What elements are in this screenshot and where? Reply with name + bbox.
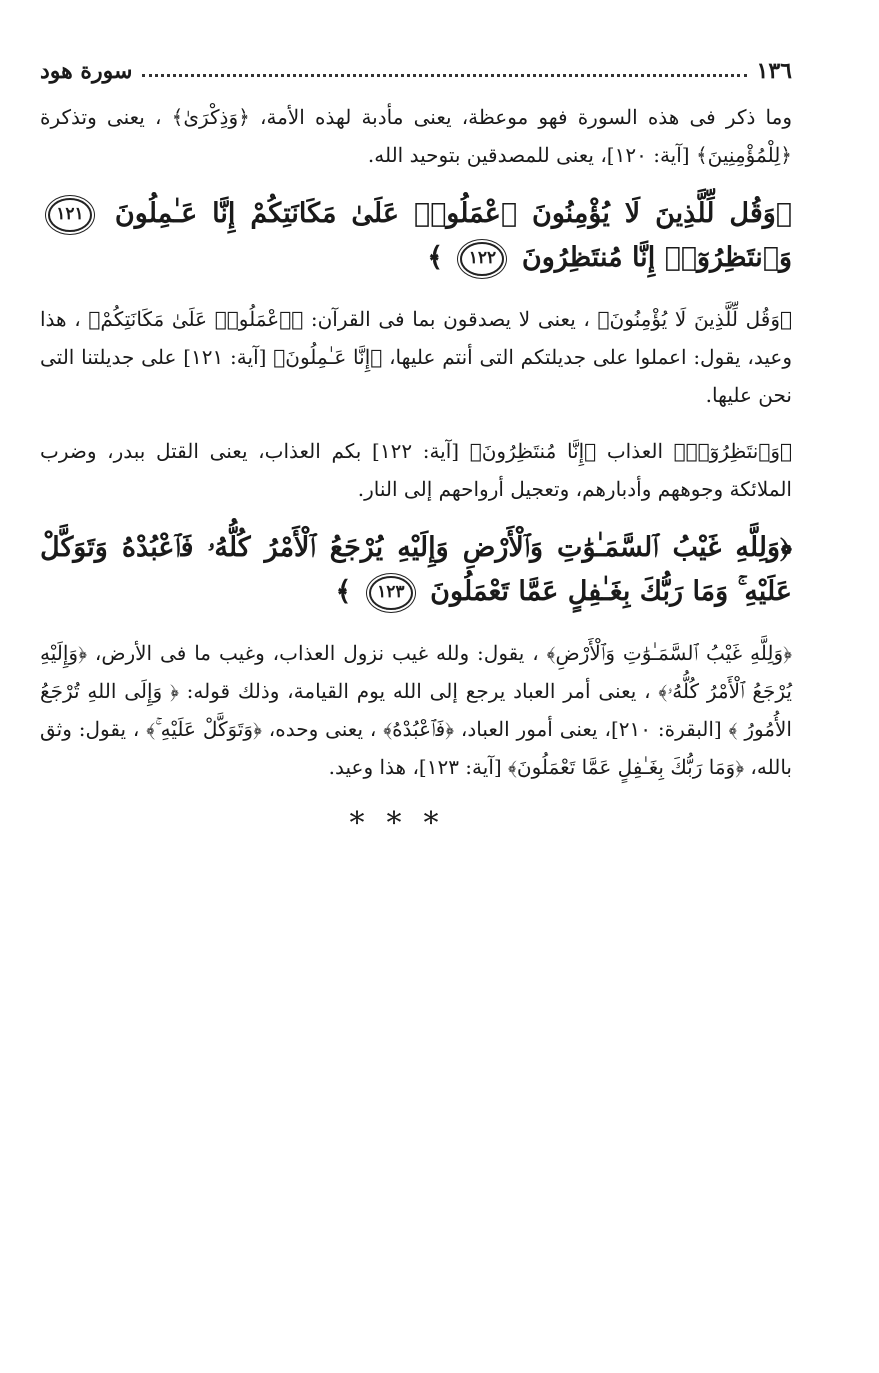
- verse-text-121: ﴿وَقُل لِّلَّذِينَ لَا يُؤْمِنُونَ ٱعْمَلُوا۟ عَلَىٰ مَكَانَتِكُمْ إِنَّا عَـٰمِلُونَ: [114, 198, 792, 229]
- page: [40, 52, 792, 841]
- divider-asterisks: ***: [349, 806, 461, 841]
- ayah-number-marker-123: ١٢٣: [369, 576, 413, 610]
- verse-text-123: ﴿وَلِلَّهِ غَيْبُ ٱلسَّمَـٰوَٰتِ وَٱلْأَرْضِ وَإِلَيْهِ يُرْجَعُ ٱلْأَمْرُ كُلُّهُۥ فَٱعْبُدْهُ وَتَوَكَّلْ عَلَيْهِ ۚ وَمَا رَبُّكَ بِغَـٰفِلٍ عَمَّا تَعْمَلُونَ: [40, 532, 792, 607]
- page-number: ١٣٦: [756, 58, 792, 84]
- verse-closing-bracket: ﴾: [427, 242, 444, 273]
- running-header: [40, 52, 792, 84]
- quran-verse-121-122: [40, 192, 792, 280]
- section-divider-asterisks: [40, 806, 792, 841]
- verse-text-122: وَٱنتَظِرُوٓا۟ إِنَّا مُنتَظِرُونَ: [521, 242, 792, 273]
- commentary-paragraph-1: وما ذكر فى هذه السورة فهو موعظة، يعنى مأدبة لهذه الأمة، ﴿وَذِكْرَىٰ﴾ ، يعنى وتذكرة ﴿لِلْمُؤْمِنِينَ﴾ [آية: ١٢٠]، يعنى للمصدقين بتوحيد الله.: [40, 105, 792, 167]
- ayah-number-marker-121: ١٢١: [48, 198, 92, 232]
- quran-verse-123: [40, 526, 792, 614]
- commentary-paragraph-3: ﴿وَٱنتَظِرُوٓا۟﴾ العذاب ﴿إِنَّا مُنتَظِرُونَ﴾ [آية: ١٢٢] بكم العذاب، يعنى القتل ببدر، وضرب الملائكة وجوههم وأدبارهم، وتعجيل أرواحهم إلى النار.: [40, 439, 793, 501]
- verse-closing-bracket: ﴾: [335, 576, 352, 607]
- surah-title: سورة هود: [40, 58, 133, 84]
- header-dotted-leader: [142, 74, 746, 77]
- ayah-number-marker-122: ١٢٢: [460, 242, 504, 276]
- commentary-paragraph-4: ﴿وَلِلَّهِ غَيْبُ ٱلسَّمَـٰوَٰتِ وَٱلْأَرْضِ﴾ ، يقول: ولله غيب نزول العذاب، وغيب ما فى الأرض، ﴿وَإِلَيْهِ يُرْجَعُ ٱلْأَمْرُ كُلُّهُۥ﴾ ، يعنى أمر العباد يرجع إلى الله يوم القيامة، وذلك قوله: ﴿ وَإِلَى اللهِ تُرْجَعُ الأُمُورُ ﴾ [البقرة: ٢١٠]، يعنى أمور العباد، ﴿فَٱعْبُدْهُ﴾ ، يعنى وحده، ﴿وَتَوَكَّلْ عَلَيْهِ ۚ﴾ ، يقول: وثق بالله، ﴿وَمَا رَبُّكَ بِغَـٰفِلٍ عَمَّا تَعْمَلُونَ﴾ [آية: ١٢٣]، هذا وعيد.: [40, 641, 792, 779]
- commentary-paragraph-2: ﴿وَقُل لِّلَّذِينَ لَا يُؤْمِنُونَ﴾ ، يعنى لا يصدقون بما فى القرآن: ﴿ٱعْمَلُوا۟ عَلَىٰ مَكَانَتِكُمْ﴾ ، هذا وعيد، يقول: اعملوا على جديلتكم التى أنتم عليها، ﴿إِنَّا عَـٰمِلُونَ﴾ [آية: ١٢١] على جديلتنا التى نحن عليها.: [40, 307, 792, 407]
